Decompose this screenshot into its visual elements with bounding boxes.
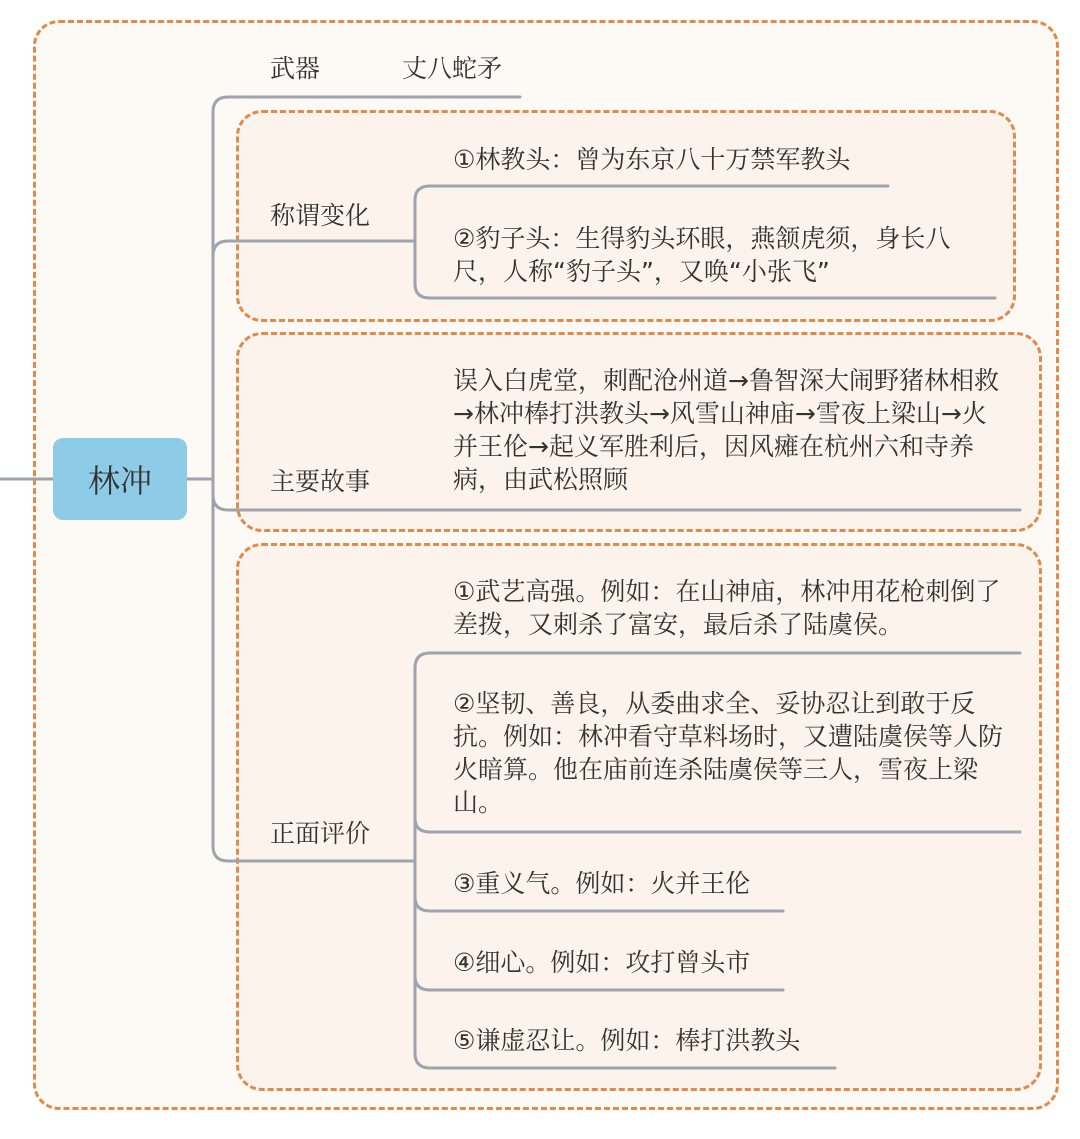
praise-item-3: ③重义气。例如：火并王伦 xyxy=(453,869,751,898)
praise-item-4: ④细心。例如：攻打曾头市 xyxy=(453,948,751,977)
praise-item-1: ①武艺高强。例如：在山神庙，林冲用花枪刺倒了差拨，又刺杀了富安，最后杀了陆虞侯。 xyxy=(453,577,1001,639)
titles-item-1: ①林教头：曾为东京八十万禁军教头 xyxy=(453,145,851,174)
weapon-value: 丈八蛇矛 xyxy=(402,54,503,83)
root-label: 林冲 xyxy=(87,462,152,500)
praise-item-5: ⑤谦虚忍让。例如：棒打洪教头 xyxy=(453,1026,801,1055)
praise-item-2: ②坚韧、善良，从委曲求全、妥协忍让到敢于反抗。例如：林冲看守草料场时，又遭陆虞侯等人防火暗算。他在庙前连杀陆虞侯等三人，雪夜上梁山。 xyxy=(453,689,1004,817)
titles-item-2: ②豹子头：生得豹头环眼，燕颔虎须，身长八尺，人称“豹子头”，又唤“小张飞” xyxy=(453,224,951,286)
praise-label: 正面评价 xyxy=(270,819,371,848)
story-label: 主要故事 xyxy=(270,467,371,496)
root-node[interactable] xyxy=(53,438,187,520)
story-text: 误入白虎堂，刺配沧州道→鲁智深大闹野猪林相救→林冲棒打洪教头→风雪山神庙→雪夜上梁山→火并王伦→起义军胜利后，因风瘫在杭州六和寺养病，由武松照顾 xyxy=(453,366,999,494)
weapon-label: 武器 xyxy=(270,54,321,83)
titles-label: 称谓变化 xyxy=(270,201,371,230)
